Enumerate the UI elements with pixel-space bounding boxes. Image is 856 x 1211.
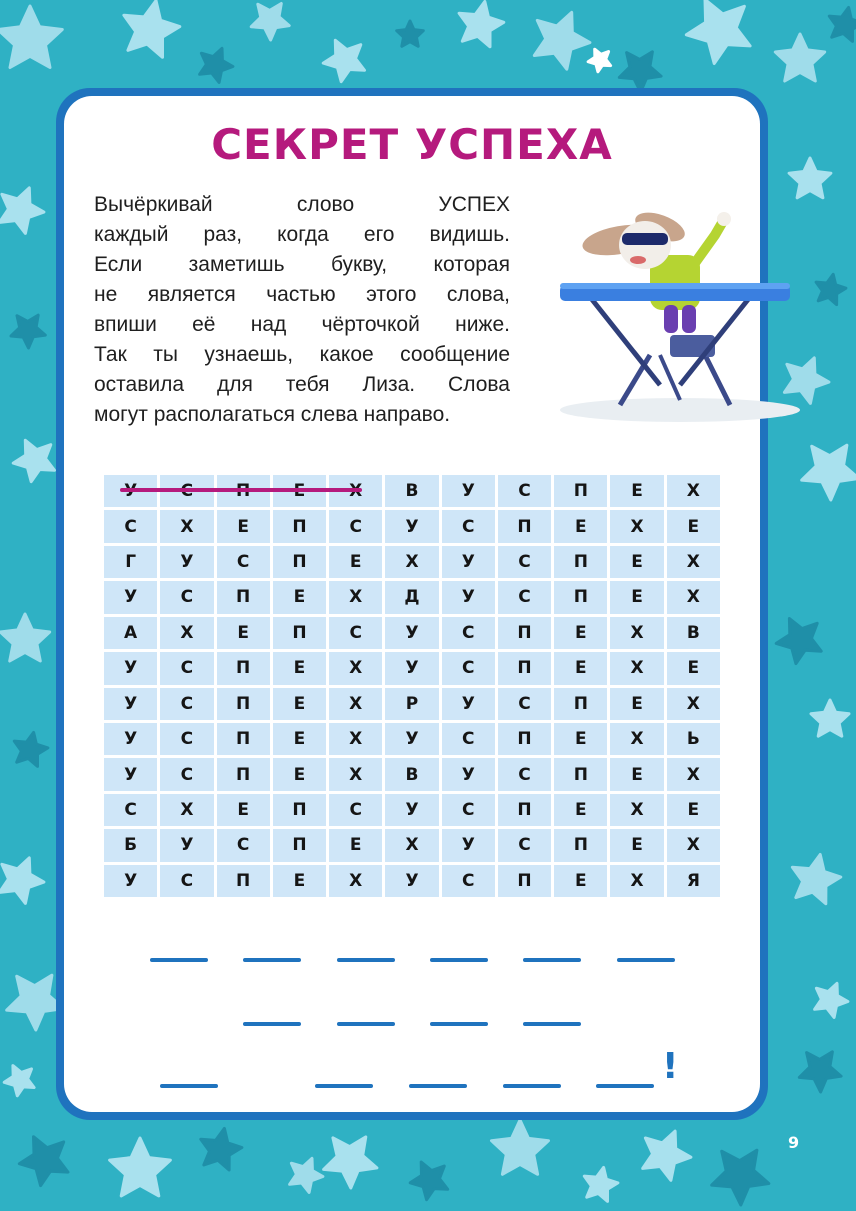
star-icon — [410, 1162, 448, 1200]
grid-cell[interactable]: У — [160, 829, 213, 861]
grid-cell[interactable]: У — [160, 546, 213, 578]
grid-cell[interactable]: С — [160, 723, 213, 755]
grid-cell[interactable]: С — [160, 865, 213, 897]
grid-cell[interactable]: Х — [667, 829, 720, 861]
grid-cell[interactable]: П — [217, 688, 270, 720]
grid-cell[interactable]: П — [554, 581, 607, 613]
instruction-line: Если заметишь букву, которая — [94, 253, 510, 276]
grid-cell[interactable]: Х — [329, 723, 382, 755]
answer-blank[interactable] — [150, 958, 208, 962]
grid-cell[interactable]: Е — [273, 581, 326, 613]
grid-cell[interactable]: С — [498, 581, 551, 613]
grid-cell[interactable]: П — [498, 652, 551, 684]
grid-cell[interactable]: Е — [217, 794, 270, 826]
answer-blank[interactable] — [430, 958, 488, 962]
star-icon — [799, 1052, 841, 1092]
mascot-keyboard-illustration — [530, 205, 810, 425]
grid-cell[interactable]: Е — [217, 617, 270, 649]
answer-blank[interactable] — [617, 958, 675, 962]
grid-cell[interactable]: У — [385, 794, 438, 826]
grid-cell[interactable]: Е — [217, 510, 270, 542]
grid-cell[interactable]: П — [554, 546, 607, 578]
grid-cell[interactable]: Х — [610, 723, 663, 755]
page-number: 9 — [788, 1133, 800, 1152]
star-icon — [776, 619, 821, 664]
grid-cell[interactable]: С — [442, 794, 495, 826]
grid-cell[interactable]: Е — [554, 865, 607, 897]
star-icon — [789, 158, 831, 198]
instruction-line: Так ты узнаешь, какое сообщение — [94, 343, 510, 366]
grid-cell[interactable]: У — [442, 829, 495, 861]
grid-cell[interactable]: С — [329, 794, 382, 826]
grid-cell[interactable]: С — [498, 829, 551, 861]
star-icon — [712, 1150, 769, 1205]
grid-cell[interactable]: П — [273, 617, 326, 649]
star-icon — [0, 858, 44, 904]
grid-cell[interactable]: С — [104, 510, 157, 542]
grid-cell[interactable]: П — [554, 688, 607, 720]
grid-cell[interactable]: С — [498, 475, 551, 507]
grid-cell[interactable]: У — [385, 617, 438, 649]
grid-cell[interactable]: Е — [554, 652, 607, 684]
grid-cell[interactable]: У — [104, 758, 157, 790]
grid-cell[interactable]: П — [554, 475, 607, 507]
answer-blank[interactable] — [337, 1022, 395, 1026]
grid-cell[interactable]: Х — [610, 617, 663, 649]
grid-cell[interactable]: Х — [667, 475, 720, 507]
instruction-line: впиши её над чёрточкой ниже. — [94, 313, 510, 336]
grid-cell[interactable]: П — [273, 546, 326, 578]
grid-cell[interactable]: Х — [329, 758, 382, 790]
grid-cell[interactable]: С — [217, 829, 270, 861]
grid-cell[interactable]: П — [498, 723, 551, 755]
grid-cell[interactable]: Ь — [667, 723, 720, 755]
grid-cell[interactable]: У — [385, 652, 438, 684]
grid-cell[interactable]: П — [498, 865, 551, 897]
grid-cell[interactable]: Е — [667, 794, 720, 826]
grid-cell[interactable]: Е — [667, 652, 720, 684]
grid-cell[interactable]: Е — [273, 688, 326, 720]
star-icon — [200, 48, 233, 82]
grid-cell[interactable]: Е — [554, 617, 607, 649]
grid-cell[interactable]: Е — [273, 865, 326, 897]
star-icon — [829, 7, 856, 41]
instruction-line: не является частью этого слова, — [94, 283, 510, 306]
grid-cell[interactable]: С — [442, 510, 495, 542]
grid-cell[interactable]: У — [104, 865, 157, 897]
star-icon — [251, 4, 289, 41]
answer-blank[interactable] — [243, 958, 301, 962]
grid-cell[interactable]: Е — [273, 723, 326, 755]
answer-blank[interactable] — [243, 1022, 301, 1026]
star-icon — [324, 1137, 377, 1188]
grid-cell[interactable]: Е — [554, 794, 607, 826]
grid-cell[interactable]: С — [160, 581, 213, 613]
star-icon — [290, 1158, 323, 1192]
answer-blank[interactable] — [409, 1084, 467, 1088]
star-icon — [534, 12, 590, 69]
grid-cell[interactable]: У — [385, 865, 438, 897]
page-title: СЕКРЕТ УСПЕХА — [211, 120, 613, 169]
grid-cell[interactable]: У — [442, 546, 495, 578]
answer-blank[interactable] — [503, 1084, 561, 1088]
grid-cell[interactable]: С — [217, 546, 270, 578]
grid-cell[interactable]: Х — [610, 510, 663, 542]
grid-cell[interactable]: Х — [667, 546, 720, 578]
grid-cell[interactable]: У — [442, 688, 495, 720]
grid-cell[interactable]: Х — [667, 758, 720, 790]
grid-cell[interactable]: С — [160, 688, 213, 720]
crossed-out-example-line — [120, 488, 362, 492]
answer-blank[interactable] — [430, 1022, 488, 1026]
grid-cell[interactable]: Х — [329, 581, 382, 613]
star-icon — [201, 1128, 242, 1170]
grid-cell[interactable]: У — [442, 758, 495, 790]
star-icon — [0, 6, 62, 68]
star-icon — [11, 315, 45, 348]
grid-cell[interactable]: П — [498, 617, 551, 649]
star-icon — [13, 440, 54, 481]
star-icon — [792, 855, 840, 904]
star-icon — [0, 614, 49, 661]
grid-cell[interactable]: Х — [385, 546, 438, 578]
grid-cell[interactable]: Х — [610, 794, 663, 826]
grid-cell[interactable]: С — [104, 794, 157, 826]
grid-cell[interactable]: Е — [329, 546, 382, 578]
grid-cell[interactable]: П — [498, 510, 551, 542]
grid-cell[interactable]: Х — [329, 688, 382, 720]
grid-cell[interactable]: П — [554, 829, 607, 861]
grid-cell[interactable]: С — [442, 652, 495, 684]
instructions-text — [94, 190, 510, 430]
star-icon — [124, 1, 180, 58]
grid-cell[interactable]: С — [442, 723, 495, 755]
grid-cell[interactable]: Х — [610, 865, 663, 897]
answer-blank[interactable] — [523, 1022, 581, 1026]
star-icon — [686, 0, 750, 64]
grid-cell[interactable]: С — [442, 865, 495, 897]
grid-cell[interactable]: Е — [610, 546, 663, 578]
answer-blank[interactable] — [160, 1084, 218, 1088]
grid-cell[interactable]: У — [442, 475, 495, 507]
grid-cell[interactable]: С — [498, 758, 551, 790]
grid-cell[interactable]: Х — [160, 794, 213, 826]
grid-cell[interactable]: Е — [610, 829, 663, 861]
grid-cell[interactable]: Е — [610, 758, 663, 790]
grid-cell[interactable]: Е — [273, 652, 326, 684]
grid-cell[interactable]: С — [329, 617, 382, 649]
answer-blank[interactable] — [337, 958, 395, 962]
grid-cell[interactable]: П — [498, 794, 551, 826]
star-icon — [492, 1120, 549, 1174]
grid-cell[interactable]: В — [385, 475, 438, 507]
star-icon — [4, 1066, 34, 1096]
grid-cell[interactable]: У — [442, 581, 495, 613]
star-icon — [19, 1137, 68, 1186]
star-icon — [643, 1131, 691, 1180]
grid-cell[interactable]: У — [104, 688, 157, 720]
grid-cell[interactable]: Х — [329, 865, 382, 897]
grid-cell[interactable]: П — [554, 758, 607, 790]
grid-cell[interactable]: С — [160, 758, 213, 790]
answer-blank[interactable] — [596, 1084, 654, 1088]
grid-cell[interactable]: Е — [329, 829, 382, 861]
grid-cell[interactable]: Х — [385, 829, 438, 861]
star-icon — [619, 52, 661, 92]
grid-cell[interactable]: П — [217, 652, 270, 684]
grid-cell[interactable]: Х — [160, 617, 213, 649]
grid-cell[interactable]: Е — [610, 688, 663, 720]
grid-cell[interactable]: В — [385, 758, 438, 790]
star-icon — [815, 983, 848, 1017]
grid-cell[interactable]: П — [273, 794, 326, 826]
grid-cell[interactable]: Х — [610, 652, 663, 684]
star-icon — [14, 732, 48, 766]
grid-cell[interactable]: П — [217, 758, 270, 790]
grid-cell[interactable]: Е — [273, 758, 326, 790]
star-icon — [584, 1167, 618, 1201]
grid-cell[interactable]: Е — [554, 723, 607, 755]
exclamation-mark: ! — [662, 1046, 679, 1087]
grid-cell[interactable]: Х — [667, 581, 720, 613]
grid-cell[interactable]: Е — [554, 510, 607, 542]
word-search-grid — [104, 475, 720, 897]
grid-cell[interactable]: У — [385, 723, 438, 755]
grid-cell[interactable]: Р — [385, 688, 438, 720]
answer-blank[interactable] — [315, 1084, 373, 1088]
grid-cell[interactable]: У — [104, 723, 157, 755]
star-icon — [323, 40, 364, 81]
instruction-line: могут располагаться слева направо. — [94, 403, 451, 426]
star-icon — [775, 34, 824, 81]
grid-cell[interactable]: Г — [104, 546, 157, 578]
grid-cell[interactable]: Е — [610, 581, 663, 613]
grid-cell[interactable]: С — [442, 617, 495, 649]
grid-cell[interactable]: П — [217, 723, 270, 755]
grid-cell[interactable]: Е — [667, 510, 720, 542]
grid-cell[interactable]: С — [498, 546, 551, 578]
grid-cell[interactable]: Д — [385, 581, 438, 613]
grid-cell[interactable]: У — [104, 652, 157, 684]
grid-cell[interactable]: Х — [160, 510, 213, 542]
instruction-line: оставила для тебя Лиза. Слова — [94, 373, 510, 396]
grid-cell[interactable]: У — [385, 510, 438, 542]
grid-cell[interactable]: Х — [329, 652, 382, 684]
star-icon — [816, 274, 846, 304]
grid-cell[interactable]: Е — [610, 475, 663, 507]
grid-cell[interactable]: У — [104, 581, 157, 613]
grid-cell[interactable]: А — [104, 617, 157, 649]
answer-blank[interactable] — [523, 958, 581, 962]
grid-cell[interactable]: П — [217, 581, 270, 613]
star-icon — [588, 49, 611, 72]
grid-cell[interactable]: В — [667, 617, 720, 649]
grid-cell[interactable]: П — [273, 510, 326, 542]
grid-cell[interactable]: П — [217, 865, 270, 897]
grid-cell[interactable]: Я — [667, 865, 720, 897]
star-icon — [110, 1138, 171, 1196]
grid-cell[interactable]: С — [329, 510, 382, 542]
star-icon — [397, 21, 424, 46]
star-icon — [811, 700, 849, 736]
instruction-line: каждый раз, когда его видишь. — [94, 223, 510, 246]
grid-cell[interactable]: С — [160, 652, 213, 684]
instruction-line: Вычёркивай слово УСПЕХ — [94, 193, 510, 216]
grid-cell[interactable]: П — [273, 829, 326, 861]
grid-cell[interactable]: Б — [104, 829, 157, 861]
star-icon — [802, 445, 856, 500]
star-icon — [0, 188, 44, 234]
grid-cell[interactable]: Х — [667, 688, 720, 720]
star-icon — [459, 2, 504, 47]
grid-cell[interactable]: С — [498, 688, 551, 720]
